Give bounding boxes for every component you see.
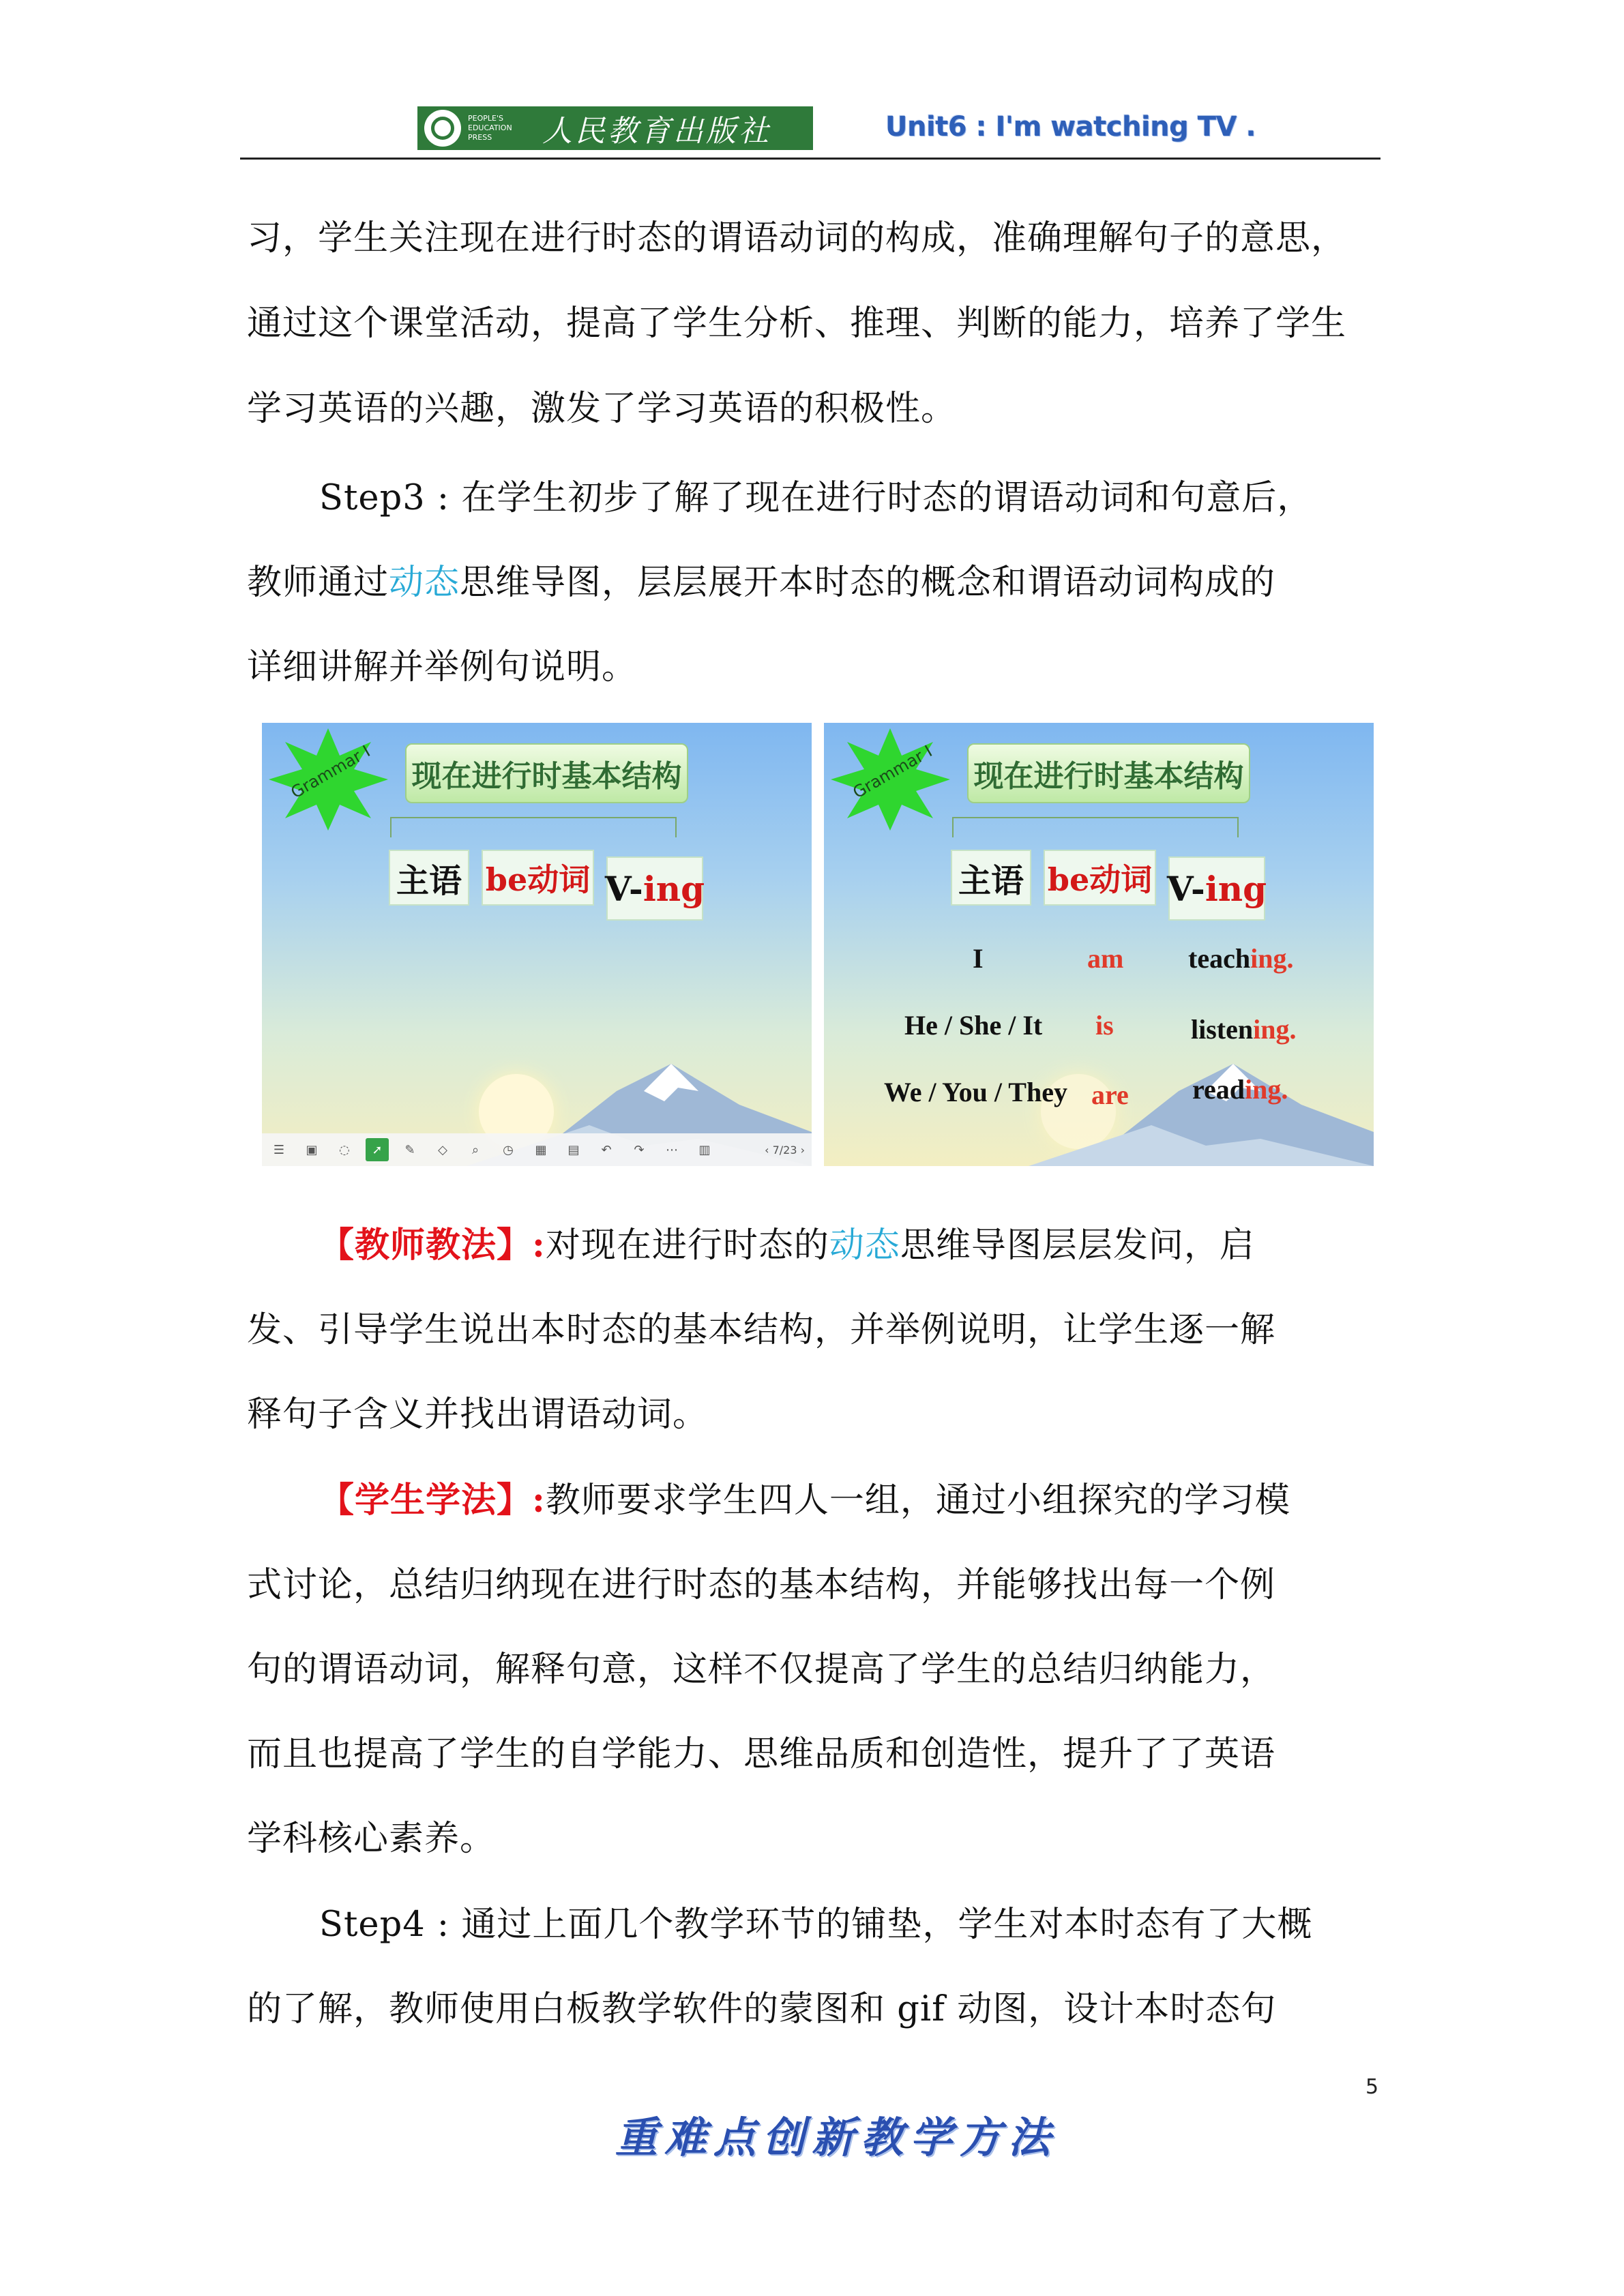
page-pager[interactable]: ‹ 7/23 › (765, 1143, 805, 1157)
example-verb (1192, 1073, 1288, 1105)
slide-topic: 现在进行时基本结构 (967, 743, 1250, 803)
example-be: is (1095, 1010, 1114, 1041)
student-method-line-3: 句的谓语动词，解释句意，这样不仅提高了学生的总结归纳能力， (247, 1650, 1276, 1690)
box-be-verb: be动词 (482, 850, 594, 906)
student-method-line-1 (319, 1472, 1290, 1522)
slide-structure-overview (262, 723, 812, 1166)
library-icon[interactable]: ▥ (698, 1142, 711, 1157)
example-be: are (1091, 1079, 1129, 1110)
step4-line-1: Step4 : 通过上面几个教学环节的铺垫，学生对本时态有了大概 (319, 1905, 1313, 1945)
step3-line-3: 详细讲解并举例句说明。 (247, 647, 638, 687)
example-subject: I (973, 943, 984, 974)
unit-title: Unit6 : I'm watching TV . (885, 111, 1256, 143)
publisher-name-cn: 人民教育出版社 (542, 114, 771, 149)
example-verb (1191, 1013, 1296, 1045)
pointer-tool-icon[interactable]: ➚ (366, 1138, 389, 1161)
cloud-icon[interactable]: ◌ (339, 1142, 350, 1157)
pen-tool-icon[interactable]: ✎ (404, 1142, 415, 1157)
topic-connector (952, 817, 1239, 837)
example-verb (1188, 942, 1293, 974)
slide-topic: 现在进行时基本结构 (405, 743, 688, 803)
topic-connector (390, 817, 677, 837)
redo-icon[interactable]: ↷ (634, 1142, 645, 1157)
v-part: V- (1166, 868, 1205, 909)
step3-highlight: 动态 (389, 563, 460, 603)
teacher-method-line-1 (319, 1217, 1255, 1267)
footer-title: 重难点创新教学方法 (615, 2113, 1058, 2162)
v-part: V- (604, 868, 643, 909)
step4-line-2: 的了解，教师使用白板教学软件的蒙图和 gif 动图，设计本时态句 (247, 1989, 1277, 2029)
example-subject: He / She / It (904, 1010, 1043, 1041)
step3-line-1: Step3 : 在学生初步了解了现在进行时态的谓语动词和句意后， (319, 478, 1313, 518)
grid-tool-icon[interactable]: ▦ (535, 1142, 547, 1157)
verb-suffix: ing. (1253, 1014, 1297, 1045)
grammar-badge-label: Grammar I (849, 741, 936, 803)
ing-part: ing (1205, 868, 1267, 909)
teacher-method-label: 【教师教法】: (319, 1225, 546, 1266)
verb-suffix: ing. (1250, 943, 1294, 974)
page-tool-icon[interactable]: ▤ (567, 1142, 580, 1157)
zoom-tool-icon[interactable]: ⌕ (471, 1142, 479, 1157)
example-be: am (1087, 943, 1124, 974)
publisher-name-en: PEOPLE'S EDUCATION PRESS (468, 114, 512, 142)
example-subject: We / You / They (884, 1077, 1067, 1107)
box-v-ing (1168, 856, 1265, 921)
box-v-ing (606, 856, 703, 921)
verb-stem: teach (1188, 943, 1251, 974)
student-method-line-4: 而且也提高了学生的自学能力、思维品质和创造性，提升了了英语 (247, 1734, 1276, 1774)
teacher-method-line-3: 释句子含义并找出谓语动词。 (247, 1395, 709, 1435)
step3-line-2 (247, 554, 1275, 604)
page-header (0, 0, 1624, 164)
grammar-badge-label: Grammar I (287, 741, 374, 803)
page-number: 5 (1365, 2075, 1379, 2099)
pager-value: 7/23 (772, 1143, 797, 1157)
menu-icon[interactable]: ☰ (273, 1142, 285, 1157)
box-subject: 主语 (389, 850, 469, 906)
teacher-method-text-a: 对现在进行时态的 (545, 1225, 829, 1266)
teacher-method-text-c: 思维导图层层发问，启 (900, 1225, 1255, 1266)
more-icon[interactable]: ⋯ (666, 1142, 678, 1157)
box-subject: 主语 (951, 850, 1031, 906)
header-divider (240, 158, 1381, 160)
paragraph-intro: 习，学生关注现在进行时态的谓语动词的构成，准确理解句子的意思，通过这个课堂活动，提高了学生分析、推理、判断的能力，培养了学生学习英语的兴趣，激发了学习英语的积极性。 (247, 218, 1347, 429)
verb-stem: read (1192, 1074, 1245, 1105)
student-method-label: 【学生学法】: (319, 1480, 546, 1521)
whiteboard-toolbar (262, 1133, 812, 1166)
verb-stem: listen (1191, 1014, 1254, 1045)
file-icon[interactable]: ▣ (306, 1142, 318, 1157)
publisher-emblem-icon (424, 110, 461, 147)
eraser-tool-icon[interactable]: ◇ (438, 1142, 447, 1157)
student-method-text: 教师要求学生四人一组，通过小组探究的学习模 (545, 1480, 1290, 1521)
student-method-line-2: 式讨论，总结归纳现在进行时态的基本结构，并能够找出每一个例 (247, 1565, 1276, 1605)
slide-structure-examples (824, 723, 1374, 1166)
publisher-logo (417, 106, 813, 150)
step3-text-c: 思维导图，层层展开本时态的概念和谓语动词构成的 (460, 563, 1276, 603)
teacher-method-highlight: 动态 (829, 1225, 900, 1266)
undo-icon[interactable]: ↶ (601, 1142, 612, 1157)
student-method-line-5: 学科核心素养。 (247, 1819, 496, 1859)
box-be-verb: be动词 (1044, 850, 1156, 906)
verb-suffix: ing. (1245, 1074, 1288, 1105)
ing-part: ing (643, 868, 705, 909)
step3-text-a: 教师通过 (247, 563, 389, 603)
timer-tool-icon[interactable]: ◷ (503, 1142, 514, 1157)
teacher-method-line-2: 发、引导学生说出本时态的基本结构，并举例说明，让学生逐一解 (247, 1310, 1276, 1350)
